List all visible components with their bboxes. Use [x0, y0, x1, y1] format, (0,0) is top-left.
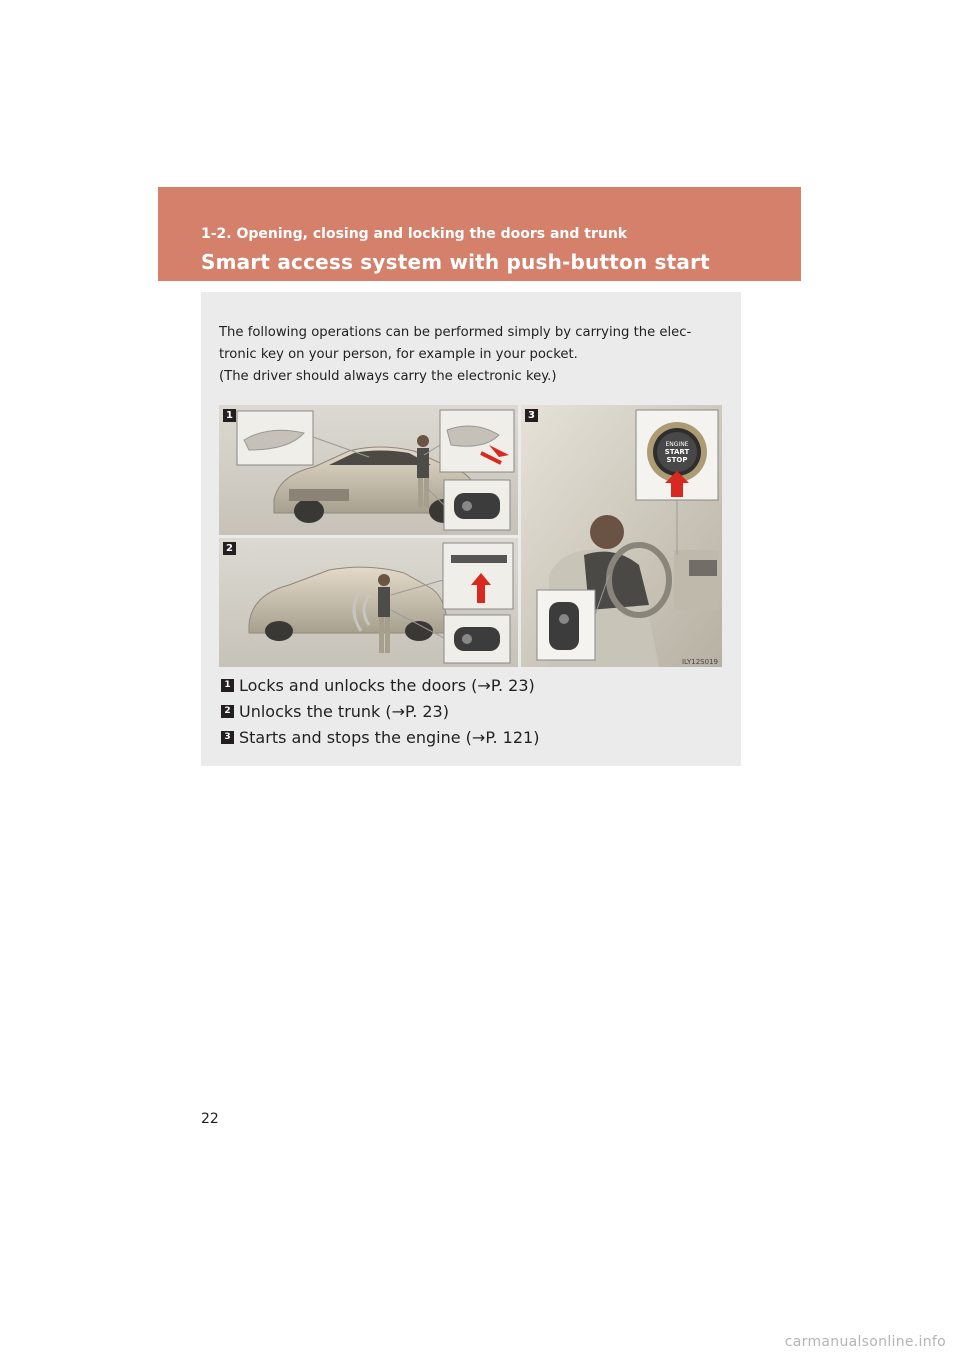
page-number: 22 [201, 1111, 219, 1127]
item-text: Unlocks the trunk (→P. 23) [239, 701, 449, 721]
item-text: Locks and unlocks the doors (→P. 23) [239, 675, 535, 695]
watermark: carmanualsonline.info [784, 1334, 946, 1350]
illustration [219, 405, 722, 667]
section-header [158, 187, 801, 281]
list-item [221, 698, 539, 724]
section-label: 1-2. Opening, closing and locking the doors and trunk [201, 226, 628, 242]
number-badge-icon: 2 [221, 705, 234, 718]
badge-3-icon: 3 [525, 409, 538, 422]
number-badge-icon: 3 [221, 731, 234, 744]
item-text: Starts and stops the engine (→P. 121) [239, 727, 540, 747]
intro-line: (The driver should always carry the electronic key.) [219, 369, 557, 384]
illustration-figure [219, 405, 722, 667]
list-item [221, 724, 539, 750]
intro-line: The following operations can be performed simply by carrying the elec- [219, 325, 692, 340]
figure-code: ILY12S019 [681, 658, 718, 666]
content-box [201, 292, 741, 766]
badge-2-icon: 2 [223, 542, 236, 555]
list-item [221, 672, 539, 698]
engine-label: ENGINE [665, 441, 689, 448]
stop-label: STOP [666, 456, 688, 464]
page-title: Smart access system with push-button start [201, 250, 710, 274]
number-badge-icon: 1 [221, 679, 234, 692]
intro-text [219, 322, 729, 388]
badge-1-icon: 1 [223, 409, 236, 422]
operation-list [221, 672, 539, 750]
intro-line: tronic key on your person, for example in your pocket. [219, 347, 578, 362]
start-label: START [664, 448, 690, 456]
